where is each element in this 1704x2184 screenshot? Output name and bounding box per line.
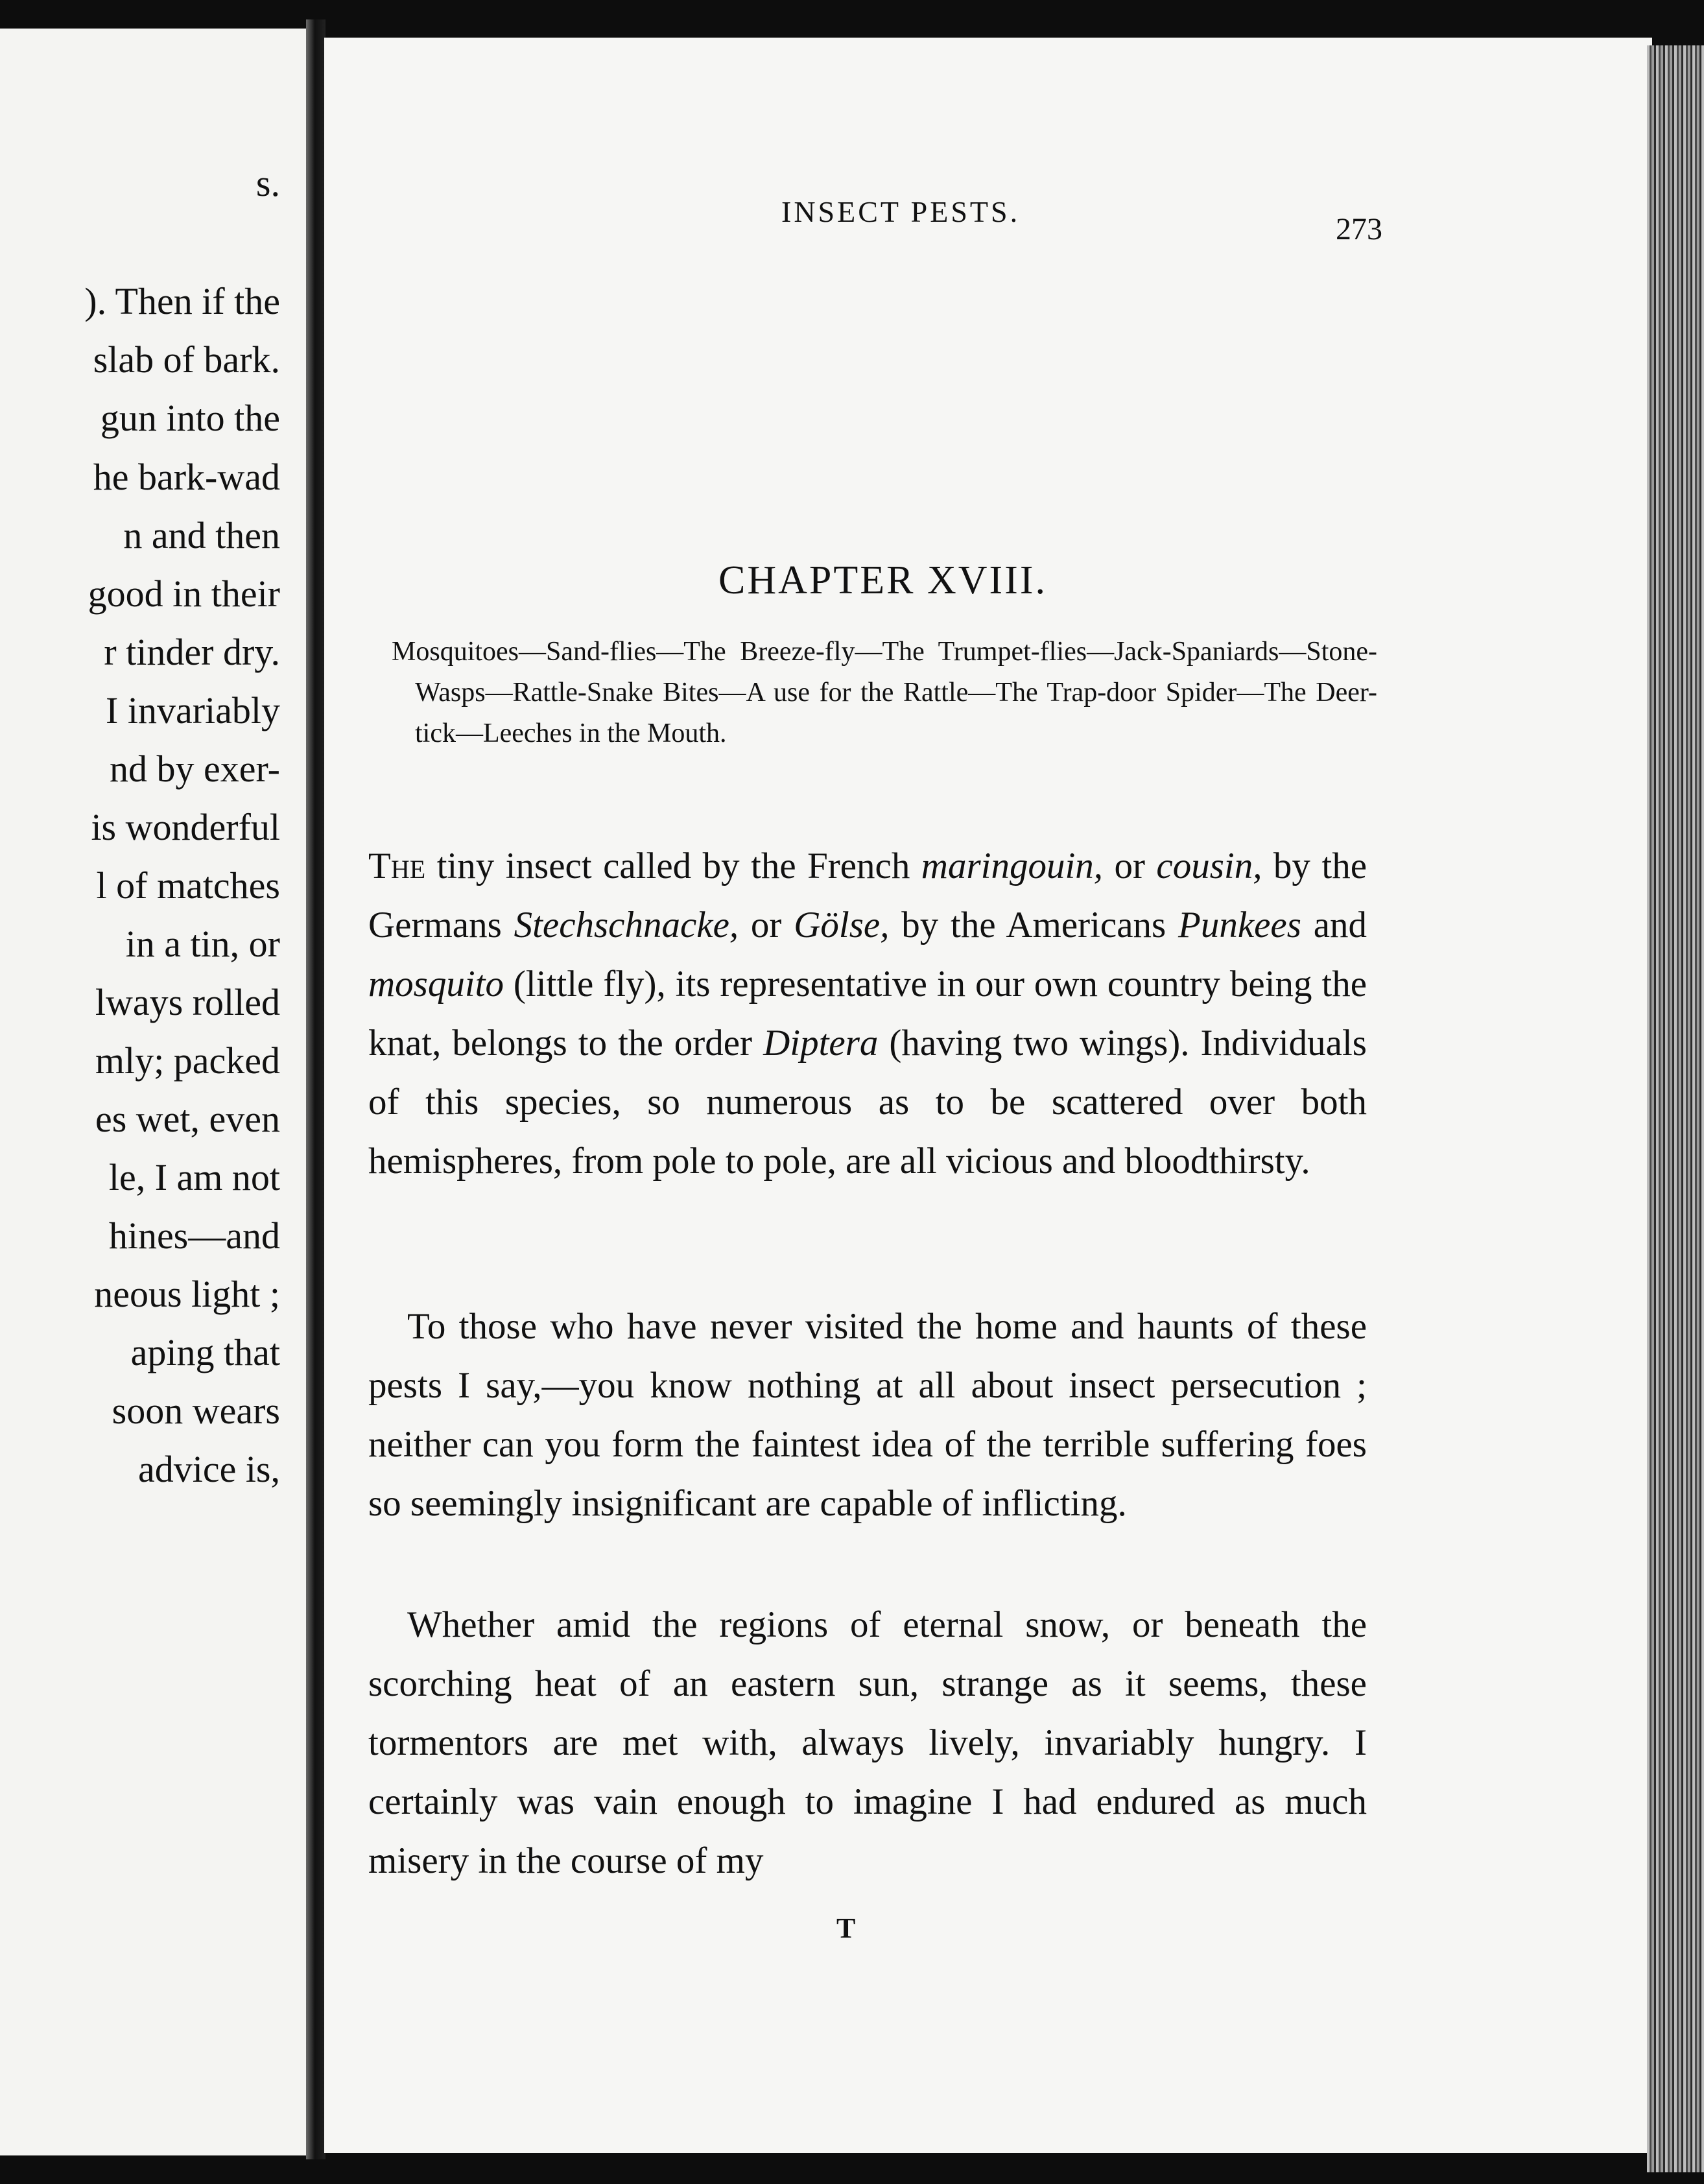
left-page-line: gun into the [100, 397, 280, 439]
left-page-line: n and then [123, 514, 280, 556]
left-page-line: l of matches [96, 864, 280, 907]
left-page-line: r tinder dry. [104, 631, 280, 673]
paragraph-1 [368, 837, 1367, 1191]
paragraph-3-text: Whether amid the regions of eternal snow, or beneath the scorching heat of an eastern sun, strange as it seems, these tormentors are met with, always lively, invariably hungry. I certainly was vain enough to imagine I had endured as much misery in the course of my [368, 1604, 1367, 1881]
left-page-line: es wet, even [95, 1098, 280, 1140]
italic-term: Stechschnacke, [514, 905, 739, 945]
left-page-line: is wonderful [91, 806, 280, 848]
left-page-line: lways rolled [95, 981, 280, 1023]
text-run: by the Germans [368, 846, 1367, 945]
italic-term: Punkees [1178, 905, 1301, 945]
italic-term: maringouin, [921, 846, 1104, 886]
left-page-line: slab of bark. [93, 338, 280, 381]
lead-word: The [368, 846, 426, 886]
text-run: or [1103, 846, 1157, 886]
left-page-line: advice is, [137, 1448, 280, 1490]
italic-term: Diptera [763, 1023, 879, 1063]
left-page-line: I invariably [106, 689, 280, 731]
text-run: and [1301, 905, 1367, 945]
page-number: 273 [1336, 212, 1382, 246]
italic-term: Gölse, [794, 905, 890, 945]
chapter-summary-text: Mosquitoes—Sand-flies—The Breeze-fly—The Trumpet-flies—Jack-Spaniards—Stone-Wasps—Rattle-Snake Bites—A use for the Rattle—The Trap-door Spider—The Deer-tick—Leeches in the Mouth. [392, 637, 1377, 748]
text-run: tiny insect called by the French [425, 846, 921, 886]
paragraph-2-text: To those who have never visited the home and haunts of these pests I say,—you know nothing at all about insect persecution ; neither can you form the faintest idea of the terrible suffering foes so seemingly insignificant are capable of inflicting. [368, 1306, 1367, 1524]
chapter-title: CHAPTER XVIII. [718, 558, 1047, 602]
left-page-line: good in their [88, 573, 280, 615]
running-head: INSECT PESTS. [781, 195, 1021, 228]
left-page-line: hines—and [108, 1215, 280, 1257]
text-run: or [739, 905, 794, 945]
left-page-line: mly; packed [95, 1039, 280, 1082]
paragraph-3 [368, 1595, 1367, 1890]
book-gutter [306, 19, 325, 2159]
text-run: by the Americans [889, 905, 1179, 945]
text-run: (having two wings). Individuals of this species, so numerous as to be scattered over both hemispheres, from pole to pole, are all vicious and bloodthirsty. [368, 1023, 1367, 1181]
italic-term: cousin, [1156, 846, 1262, 886]
left-page-line: neous light ; [94, 1273, 280, 1315]
page-edges [1647, 45, 1704, 2172]
left-page-line: he bark-wad [93, 456, 280, 498]
left-page-line: in a tin, or [125, 923, 280, 965]
signature-mark: T [836, 1912, 856, 1944]
left-page-line: aping that [130, 1331, 280, 1373]
left-page-line: le, I am not [108, 1156, 280, 1198]
text-run: (little fly), its representative in our own country being the knat, belongs to the order [368, 964, 1367, 1063]
italic-term: mosquito [368, 964, 504, 1004]
paragraph-2 [368, 1297, 1367, 1533]
left-page-line: ). Then if the [84, 280, 280, 322]
chapter-summary [392, 632, 1377, 754]
left-page-line: nd by exer- [110, 748, 280, 790]
left-page-fragment [0, 29, 306, 2155]
left-page-line: soon wears [112, 1390, 280, 1432]
left-page-line: s. [255, 162, 280, 204]
